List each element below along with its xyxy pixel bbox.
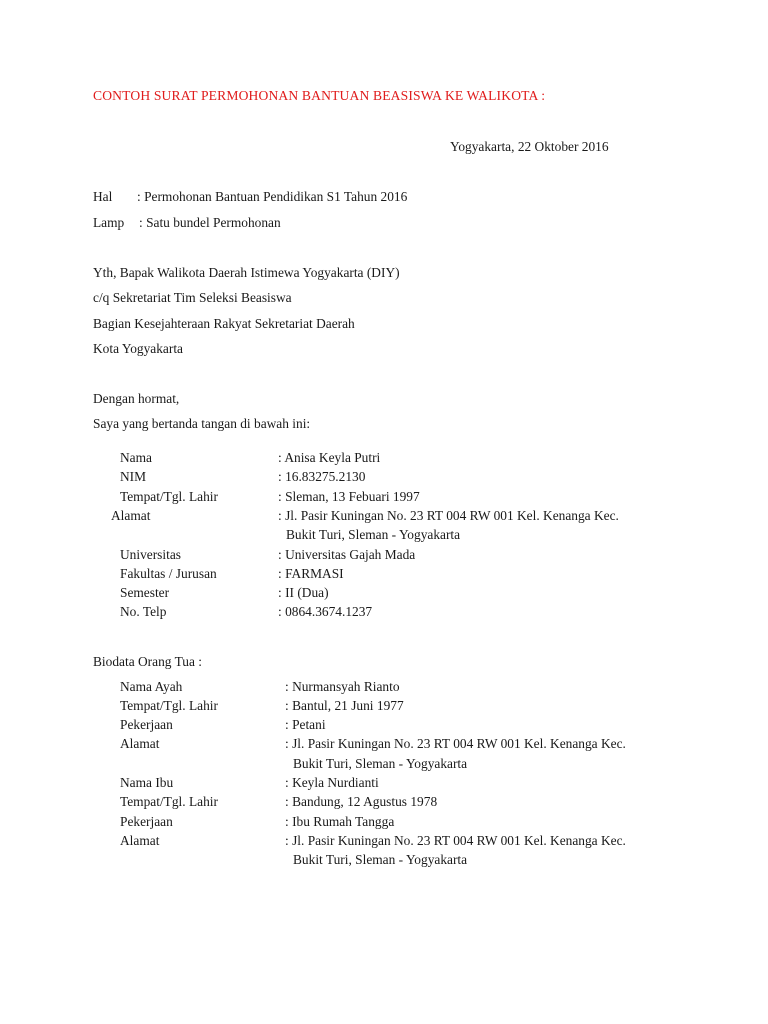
parent-value: : Nurmansyah Rianto: [285, 679, 400, 694]
parent-value: : Keyla Nurdianti: [285, 775, 379, 790]
recipient-line: Kota Yogyakarta: [93, 341, 183, 356]
applicant-value: : Sleman, 13 Febuari 1997: [278, 489, 420, 504]
intro-text: Saya yang bertanda tangan di bawah ini:: [93, 416, 311, 431]
recipient-line: Bagian Kesejahteraan Rakyat Sekretariat Daerah: [93, 316, 355, 331]
hal-value: : Permohonan Bantuan Pendidikan S1 Tahun 2016: [137, 189, 408, 204]
applicant-value: : Jl. Pasir Kuningan No. 23 RT 004 RW 001 Kel. Kenanga Kec.: [278, 508, 619, 523]
recipient-line: Yth, Bapak Walikota Daerah Istimewa Yogyakarta (DIY): [93, 265, 400, 280]
applicant-label: Alamat: [111, 508, 151, 523]
applicant-value: : 16.83275.2130: [278, 469, 366, 484]
applicant-value: : 0864.3674.1237: [278, 604, 373, 619]
applicant-label: Semester: [120, 585, 170, 600]
parent-value: : Bantul, 21 Juni 1977: [285, 698, 404, 713]
parent-value: : Jl. Pasir Kuningan No. 23 RT 004 RW 001 Kel. Kenanga Kec.: [285, 833, 626, 848]
parent-value: : Jl. Pasir Kuningan No. 23 RT 004 RW 001 Kel. Kenanga Kec.: [285, 736, 626, 751]
parent-value: : Petani: [285, 717, 326, 732]
parent-label: Tempat/Tgl. Lahir: [120, 794, 218, 809]
applicant-label: Fakultas / Jurusan: [120, 566, 217, 581]
parent-label: Tempat/Tgl. Lahir: [120, 698, 218, 713]
hal-label: Hal: [93, 189, 113, 204]
parent-label: Pekerjaan: [120, 717, 173, 732]
applicant-value: : II (Dua): [278, 585, 329, 600]
parents-section-title: Biodata Orang Tua :: [93, 654, 202, 669]
parent-label: Nama Ibu: [120, 775, 174, 790]
applicant-value: : Anisa Keyla Putri: [278, 450, 381, 465]
applicant-label: No. Telp: [120, 604, 167, 619]
document-title: CONTOH SURAT PERMOHONAN BANTUAN BEASISWA KE WALIKOTA :: [93, 88, 546, 103]
applicant-label: Nama: [120, 450, 152, 465]
parent-label: Alamat: [120, 736, 160, 751]
applicant-label: Universitas: [120, 547, 181, 562]
parent-value: : Ibu Rumah Tangga: [285, 814, 395, 829]
parent-value: : Bandung, 12 Agustus 1978: [285, 794, 438, 809]
recipient-line: c/q Sekretariat Tim Seleksi Beasiswa: [93, 290, 292, 305]
greeting: Dengan hormat,: [93, 391, 180, 406]
letter-date: Yogyakarta, 22 Oktober 2016: [450, 139, 609, 154]
applicant-label: NIM: [120, 469, 147, 484]
parent-value-continued: Bukit Turi, Sleman - Yogyakarta: [293, 756, 468, 771]
parent-label: Alamat: [120, 833, 160, 848]
applicant-value-continued: Bukit Turi, Sleman - Yogyakarta: [286, 527, 461, 542]
lamp-value: : Satu bundel Permohonan: [139, 215, 281, 230]
parent-value-continued: Bukit Turi, Sleman - Yogyakarta: [293, 852, 468, 867]
lamp-label: Lamp: [93, 215, 125, 230]
applicant-value: : FARMASI: [278, 566, 344, 581]
parent-label: Pekerjaan: [120, 814, 173, 829]
applicant-label: Tempat/Tgl. Lahir: [120, 489, 218, 504]
applicant-value: : Universitas Gajah Mada: [278, 547, 416, 562]
parent-label: Nama Ayah: [120, 679, 183, 694]
